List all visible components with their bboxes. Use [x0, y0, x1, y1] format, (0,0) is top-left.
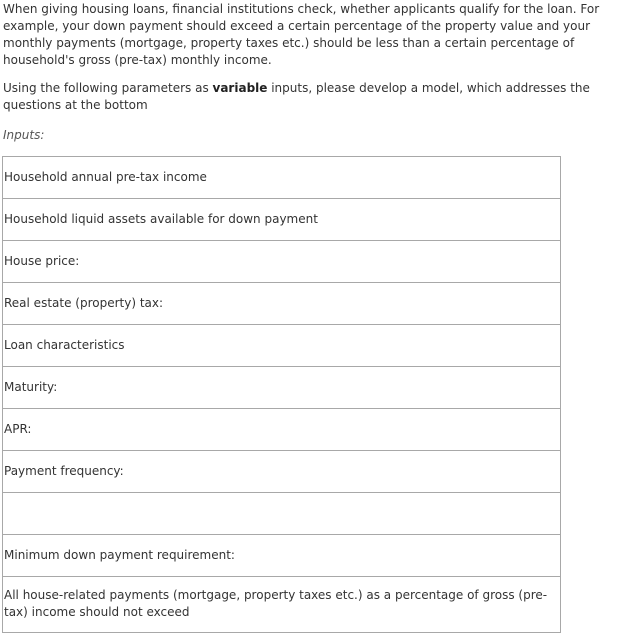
table-row [3, 241, 561, 283]
table-row [3, 451, 561, 493]
row-maturity: Maturity: [3, 367, 561, 409]
row-apr: APR: [3, 409, 561, 451]
instructions-text-after: inputs, please develop a model, which addresses the questions at the bottom [3, 81, 590, 112]
table-row [3, 199, 561, 241]
table-row [3, 535, 561, 577]
instructions-text-before: Using the following parameters as [3, 81, 213, 95]
table-row [3, 325, 561, 367]
row-empty [3, 493, 561, 535]
inputs-table [2, 156, 561, 633]
row-property-tax: Real estate (property) tax: [3, 283, 561, 325]
row-loan-characteristics: Loan characteristics [3, 325, 561, 367]
inputs-heading: Inputs: [3, 128, 45, 142]
table-row [3, 493, 561, 535]
table-row [3, 367, 561, 409]
table-row [3, 577, 561, 633]
row-payment-frequency: Payment frequency: [3, 451, 561, 493]
table-row [3, 157, 561, 199]
row-annual-income: Household annual pre-tax income [3, 157, 561, 199]
row-house-price: House price: [3, 241, 561, 283]
instructions-bold-word: variable [212, 81, 268, 95]
intro-paragraph: When giving housing loans, financial institutions check, whether applicants qualify for the loan. For example, your down payment should exceed a certain percentage of the property value and your monthly payments (mortgage, property taxes etc.) should be less than a certain percentage of household's gross (pre-tax) monthly income. [3, 2, 600, 67]
row-min-down-payment: Minimum down payment requirement: [3, 535, 561, 577]
table-row [3, 283, 561, 325]
table-row [3, 409, 561, 451]
row-liquid-assets: Household liquid assets available for down payment [3, 199, 561, 241]
instructions-paragraph [3, 80, 615, 114]
row-payment-ratio-limit: All house-related payments (mortgage, property taxes etc.) as a percentage of gross (pre-tax) income should not exceed [3, 577, 561, 633]
